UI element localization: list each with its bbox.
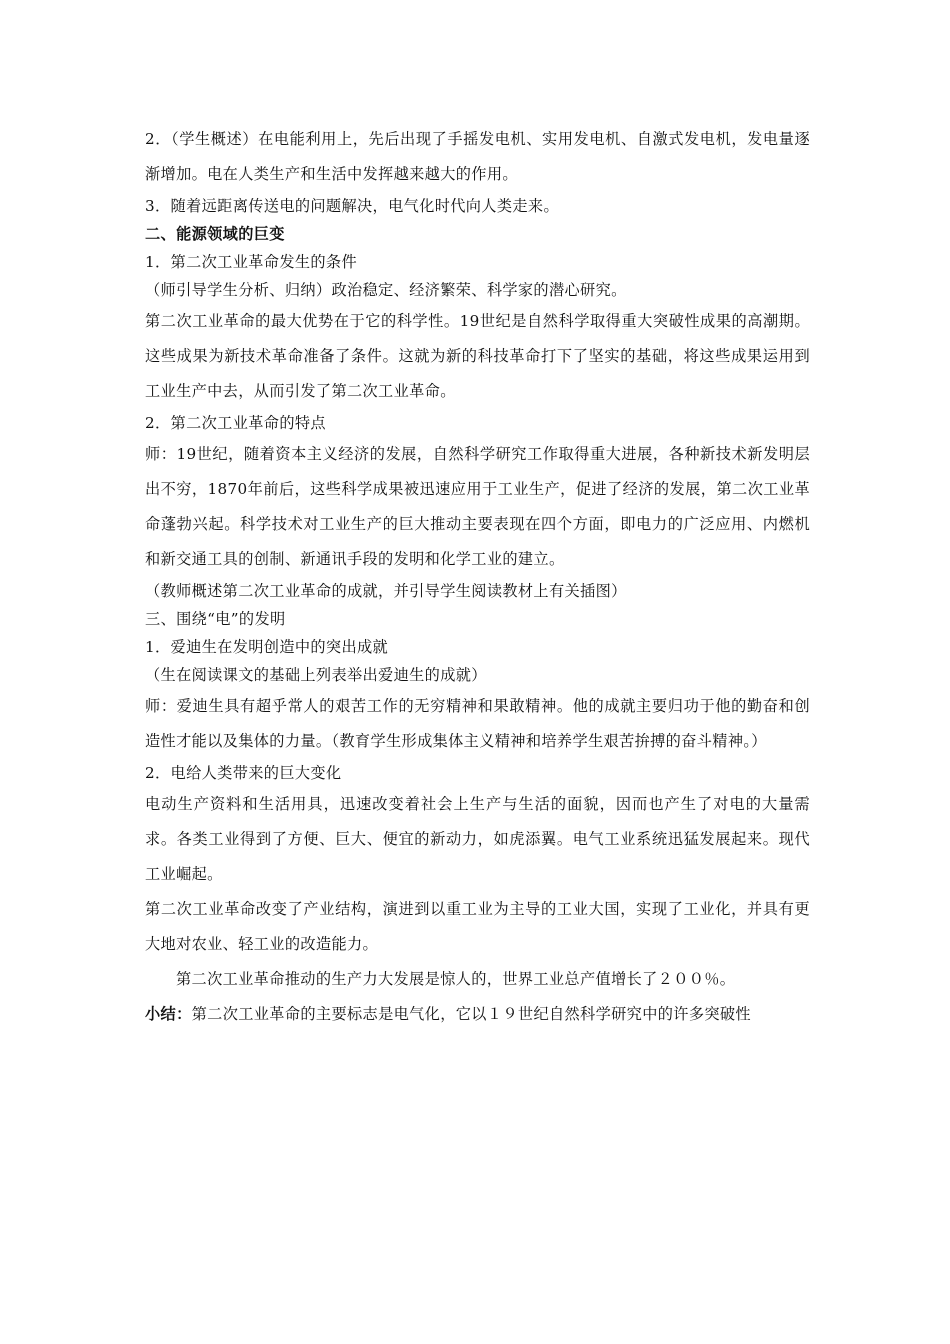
subheading-characteristics: 2．第二次工业革命的特点 bbox=[145, 414, 326, 432]
paragraph-productivity: 第二次工业革命推动的生产力大发展是惊人的，世界工业总产值增长了２００％。 bbox=[176, 970, 736, 988]
summary-text: 第二次工业革命的主要标志是电气化，它以１９世纪自然科学研究中的许多突破性 bbox=[191, 1005, 751, 1023]
document-body bbox=[145, 122, 810, 1032]
subheading-conditions: 1．第二次工业革命发生的条件 bbox=[145, 253, 358, 271]
paragraph-19th-century: 师：19世纪，随着资本主义经济的发展，自然科学研究工作取得重大进展，各种新技术新发明层出不穷，1870年前后，这些科学成果被迅速应用于工业生产，促进了经济的发展，第二次工业革命蓬勃兴起。科学技术对工业生产的巨大推动主要表现在四个方面，即电力的广泛应用、内燃机和新交通工具的创制、新通讯手段的发明和化学工业的建立。 bbox=[145, 445, 810, 568]
subheading-changes: 2．电给人类带来的巨大变化 bbox=[145, 764, 342, 782]
paragraph-electric-demand: 电动生产资料和生活用具，迅速改变着社会上生产与生活的面貌，因而也产生了对电的大量需求。各类工业得到了方便、巨大、便宜的新动力，如虎添翼。电气工业系统迅猛发展起来。现代工业崛起。 bbox=[145, 795, 810, 883]
subheading-edison: 1．爱迪生在发明创造中的突出成就 bbox=[145, 638, 389, 656]
paragraph-summary bbox=[145, 997, 810, 1032]
paragraph-edison-spirit: 师：爱迪生具有超乎常人的艰苦工作的无穷精神和果敢精神。他的成就主要归功于他的勤奋和创造性才能以及集体的力量。（教育学生形成集体主义精神和培养学生艰苦拚搏的奋斗精神。） bbox=[145, 697, 810, 750]
paragraph-scientific-advantage: 第二次工业革命的最大优势在于它的科学性。19世纪是自然科学取得重大突破性成果的高潮期。这些成果为新技术革命准备了条件。这就为新的科技革命打下了坚实的基础，将这些成果运用到工业生产中去，从而引发了第二次工业革命。 bbox=[145, 312, 810, 400]
paragraph-student-list: （生在阅读课文的基础上列表举出爱迪生的成就） bbox=[145, 666, 487, 684]
paragraph-long-distance-transmission: 3．随着远距离传送电的问题解决，电气化时代向人类走来。 bbox=[145, 197, 559, 215]
section-heading-energy: 二、能源领域的巨变 bbox=[145, 225, 285, 243]
paragraph-industrial-structure: 第二次工业革命改变了产业结构，演进到以重工业为主导的工业大国，实现了工业化，并具有更大地对农业、轻工业的改造能力。 bbox=[145, 900, 810, 953]
paragraph-electric-generators: 2．（学生概述）在电能利用上，先后出现了手摇发电机、实用发电机、自激式发电机，发电量逐渐增加。电在人类生产和生活中发挥越来越大的作用。 bbox=[145, 130, 810, 183]
paragraph-teacher-guide: （师引导学生分析、归纳）政治稳定、经济繁荣、科学家的潜心研究。 bbox=[145, 281, 627, 299]
section-heading-electricity: 三、围绕“电”的发明 bbox=[145, 610, 286, 628]
summary-label: 小结： bbox=[145, 1005, 192, 1023]
paragraph-teacher-summary: （教师概述第二次工业革命的成就，并引导学生阅读教材上有关插图） bbox=[145, 582, 627, 600]
